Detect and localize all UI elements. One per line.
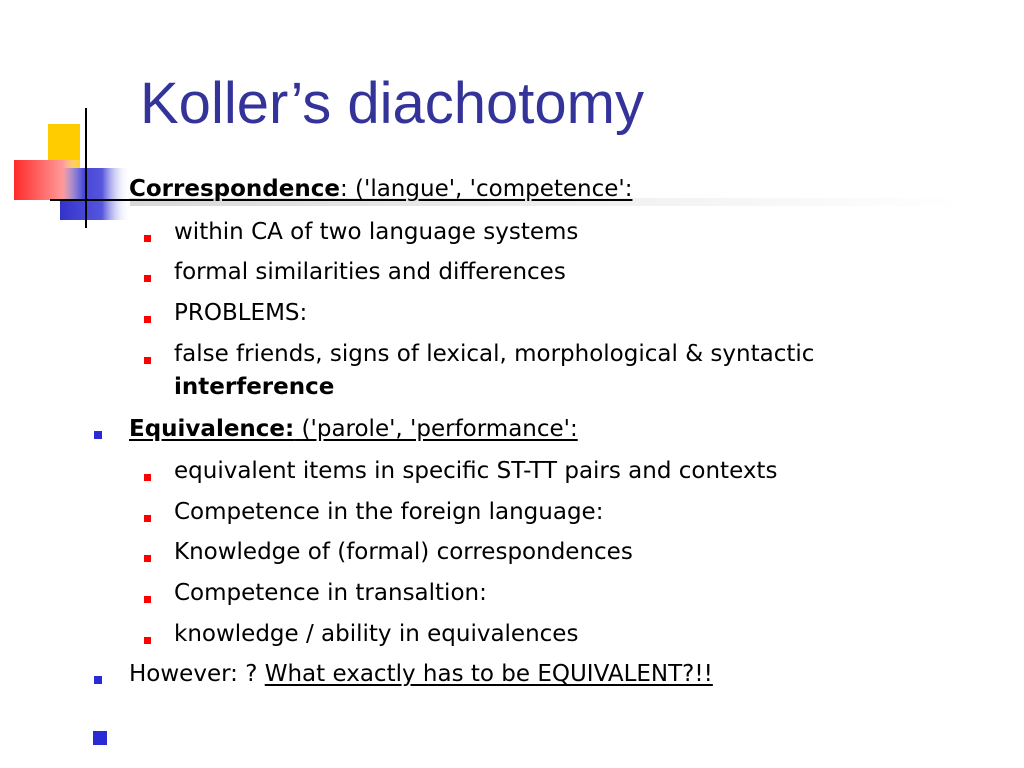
bullet-icon [144,235,151,242]
however-question: What exactly has to be EQUIVALENT?!! [264,661,713,687]
however-line [129,661,713,687]
bullet-icon [144,357,151,364]
correspondence-rest: : ('langue', 'competence': [339,176,633,202]
bullet-icon [144,637,151,644]
list-item: formal similarities and differences [174,259,566,285]
interference-word: interference [174,374,335,400]
bullet-icon [144,596,151,603]
list-item: within CA of two language systems [174,219,579,245]
bullet-icon [144,275,151,282]
list-item: Competence in the foreign language: [174,499,604,525]
however-prefix: However: ? [129,661,265,687]
bullet-icon [94,431,102,439]
slide-title: Koller’s diachotomy [140,71,644,136]
equivalence-heading [129,416,578,442]
empty-bullet-icon [93,731,107,745]
list-item: PROBLEMS: [174,300,308,326]
list-item: Competence in transaltion: [174,580,487,606]
list-item: false friends, signs of lexical, morphological & syntactic [174,341,815,367]
correspondence-heading [129,176,632,202]
list-item-continuation [174,374,334,400]
bullet-icon [144,515,151,522]
bullet-icon [144,474,151,481]
bullet-icon [144,316,151,323]
decorative-corner-graphic [0,0,140,240]
equivalence-term: Equivalence: [129,416,295,442]
list-item: equivalent items in specific ST-TT pairs and contexts [174,458,778,484]
equivalence-rest: ('parole', 'performance': [301,416,578,442]
bullet-icon [144,555,151,562]
bullet-icon [94,676,102,684]
list-item: Knowledge of (formal) correspondences [174,539,633,565]
correspondence-term: Correspondence [129,176,340,202]
list-item: knowledge / ability in equivalences [174,621,579,647]
